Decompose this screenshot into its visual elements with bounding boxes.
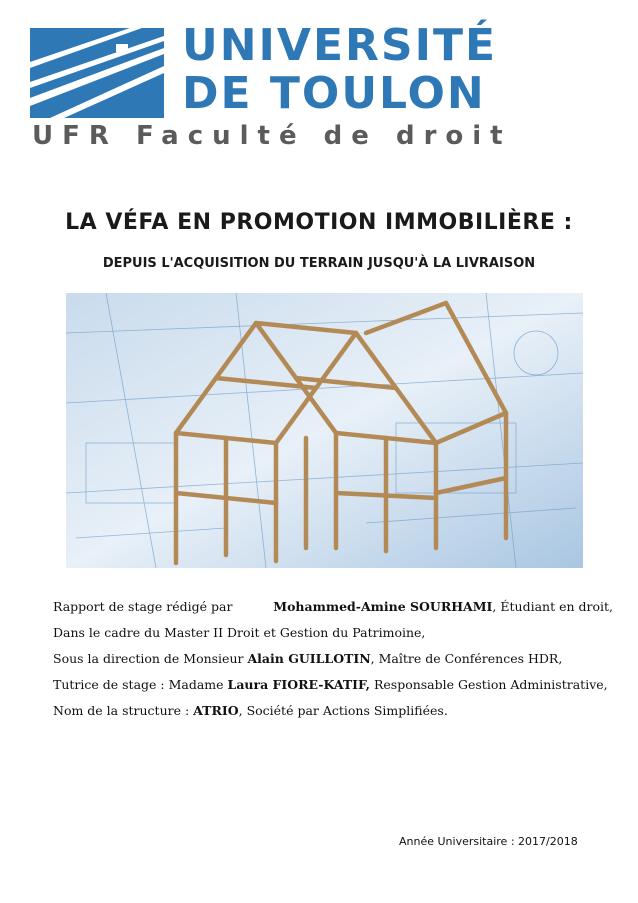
structure-prefix: Nom de la structure : — [53, 703, 190, 718]
cover-illustration — [66, 293, 583, 568]
tutor-line — [53, 672, 613, 698]
master-line: Dans le cadre du Master II Droit et Gestion du Patrimoine, — [53, 625, 426, 640]
tutor-suffix: Responsable Gestion Administrative, — [373, 677, 608, 692]
tutor-name: Laura FIORE-KATIF, — [227, 677, 370, 692]
author-suffix: , Étudiant en droit, — [492, 599, 613, 614]
structure-name: ATRIO — [193, 703, 239, 718]
director-suffix: , Maître de Conférences HDR, — [370, 651, 563, 666]
author-line — [53, 594, 613, 620]
author-name: Mohammed-Amine SOURHAMI — [273, 599, 493, 614]
tutor-prefix: Tutrice de stage : Madame — [53, 677, 224, 692]
structure-suffix: , Société par Actions Simplifiées. — [238, 703, 448, 718]
structure-line — [53, 698, 613, 724]
faculty-name: UFR Faculté de droit — [32, 121, 512, 151]
report-details — [53, 594, 613, 724]
university-logo — [30, 22, 610, 154]
director-prefix: Sous la direction de Monsieur — [53, 651, 244, 666]
author-prefix: Rapport de stage rédigé par — [53, 599, 233, 614]
house-frame-illustration — [66, 293, 583, 568]
document-subtitle: DEPUIS L'ACQUISITION DU TERRAIN JUSQU'À LA LIVRAISON — [102, 256, 536, 271]
director-name: Alain GUILLOTIN — [247, 651, 371, 666]
university-name-line1: UNIVERSITÉ — [182, 20, 498, 71]
academic-year: Année Universitaire : 2017/2018 — [399, 835, 578, 848]
director-line — [53, 646, 613, 672]
document-title: LA VÉFA EN PROMOTION IMMOBILIÈRE : — [65, 210, 573, 235]
university-emblem-icon — [30, 28, 164, 118]
university-name-line2: DE TOULON — [182, 68, 486, 119]
